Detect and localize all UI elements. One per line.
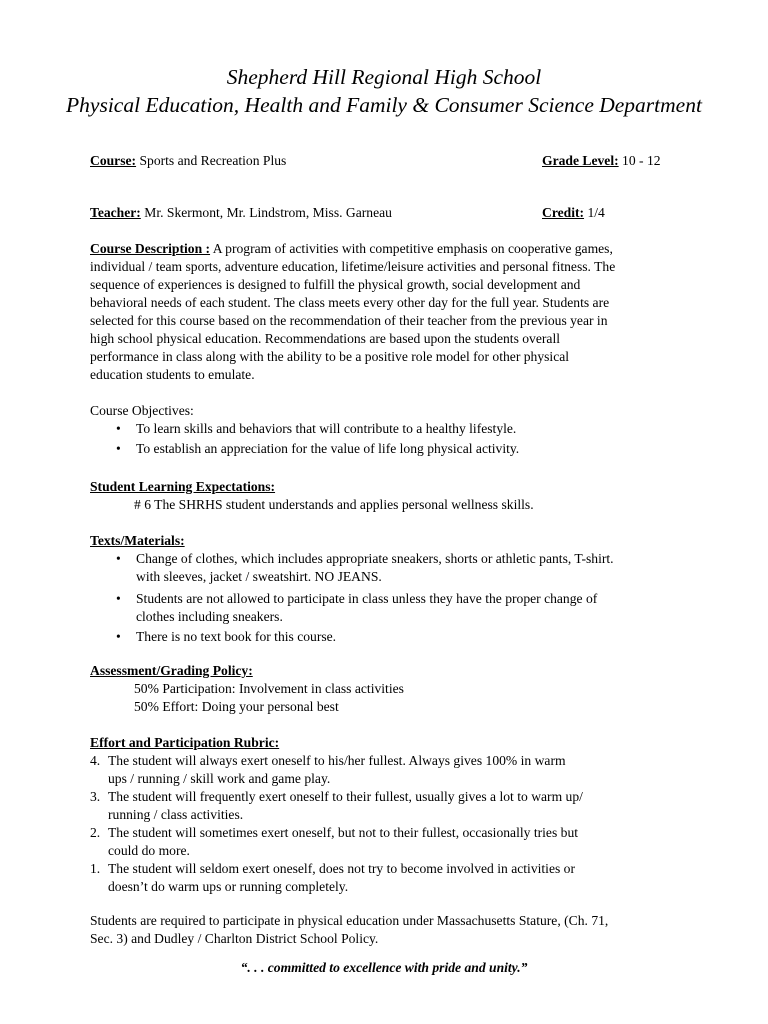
grade-level-label: Grade Level: xyxy=(542,153,619,168)
course-label: Course: xyxy=(90,153,137,168)
bullet-icon: • xyxy=(116,591,121,606)
rubric-text-cont: running / class activities. xyxy=(108,807,244,822)
description-line: high school physical education. Recommendations are based upon the students overall xyxy=(90,331,560,346)
objectives-heading: Course Objectives: xyxy=(90,403,194,418)
course-row xyxy=(90,152,286,170)
description-line: education students to emulate. xyxy=(90,367,255,382)
school-motto: “. . . committed to excellence with pride and unity.” xyxy=(240,960,528,975)
assessment-heading: Assessment/Grading Policy: xyxy=(90,663,253,678)
objective-text: To establish an appreciation for the value of life long physical activity. xyxy=(136,441,520,456)
credit-row xyxy=(542,204,605,222)
rubric-text: The student will frequently exert oneself to their fullest, usually gives a lot to warm up/ xyxy=(108,789,583,804)
assessment-item: 50% Participation: Involvement in class activities xyxy=(134,681,404,696)
description-line: performance in class along with the ability to be a positive role model for other physical xyxy=(90,349,570,364)
rubric-text: The student will always exert oneself to his/her fullest. Always gives 100% in warm xyxy=(108,753,566,768)
description-line: behavioral needs of each student. The class meets every other day for the full year. Students are xyxy=(90,295,610,310)
grade-level-value: 10 - 12 xyxy=(622,153,661,168)
course-description xyxy=(90,240,690,384)
rubric-number: 2. xyxy=(90,825,101,840)
bullet-icon: • xyxy=(116,441,121,456)
rubric-text-cont: ups / running / skill work and game play. xyxy=(108,771,331,786)
materials-heading: Texts/Materials: xyxy=(90,533,185,548)
credit-label: Credit: xyxy=(542,205,585,220)
teacher-label: Teacher: xyxy=(90,205,141,220)
rubric-number: 4. xyxy=(90,753,101,768)
teacher-value: Mr. Skermont, Mr. Lindstrom, Miss. Garneau xyxy=(144,205,392,220)
rubric-number: 3. xyxy=(90,789,101,804)
bullet-icon: • xyxy=(116,629,121,644)
rubric-heading: Effort and Participation Rubric: xyxy=(90,735,280,750)
material-text: Change of clothes, which includes appropriate sneakers, shorts or athletic pants, T-shirt. xyxy=(136,551,614,566)
rubric-text: The student will sometimes exert oneself, but not to their fullest, occasionally tries but xyxy=(108,825,579,840)
description-line: individual / team sports, adventure education, lifetime/leisure activities and personal fitness. The xyxy=(90,259,616,274)
bullet-icon: • xyxy=(116,551,121,566)
description-line: selected for this course based on the recommendation of their teacher from the previous year in xyxy=(90,313,608,328)
grade-level-row xyxy=(542,152,661,170)
material-text-cont: clothes including sneakers. xyxy=(136,609,283,624)
rubric-text-cont: doesn’t do warm ups or running completely. xyxy=(108,879,349,894)
rubric-text: The student will seldom exert oneself, does not try to become involved in activities or xyxy=(108,861,575,876)
material-text-cont: with sleeves, jacket / sweatshirt. NO JEANS. xyxy=(136,569,382,584)
school-title: Shepherd Hill Regional High School xyxy=(226,65,542,89)
objective-text: To learn skills and behaviors that will contribute to a healthy lifestyle. xyxy=(136,421,517,436)
bullet-icon: • xyxy=(116,421,121,436)
course-value: Sports and Recreation Plus xyxy=(139,153,287,168)
sle-text: # 6 The SHRHS student understands and applies personal wellness skills. xyxy=(134,497,534,512)
policy-text: Students are required to participate in physical education under Massachusetts Stature, (Ch. 71, xyxy=(90,913,609,928)
teacher-row xyxy=(90,204,392,222)
assessment-item: 50% Effort: Doing your personal best xyxy=(134,699,339,714)
department-title: Physical Education, Health and Family & Consumer Science Department xyxy=(66,93,702,117)
rubric-number: 1. xyxy=(90,861,101,876)
rubric-text-cont: could do more. xyxy=(108,843,190,858)
course-description-label: Course Description : xyxy=(90,241,211,256)
material-text: There is no text book for this course. xyxy=(136,629,337,644)
sle-heading: Student Learning Expectations: xyxy=(90,479,276,494)
description-line: sequence of experiences is designed to fulfill the physical growth, social development and xyxy=(90,277,581,292)
description-line: A program of activities with competitive emphasis on cooperative games, xyxy=(212,241,613,256)
material-text: Students are not allowed to participate in class unless they have the proper change of xyxy=(136,591,598,606)
policy-text-cont: Sec. 3) and Dudley / Charlton District School Policy. xyxy=(90,931,379,946)
credit-value: 1/4 xyxy=(587,205,605,220)
